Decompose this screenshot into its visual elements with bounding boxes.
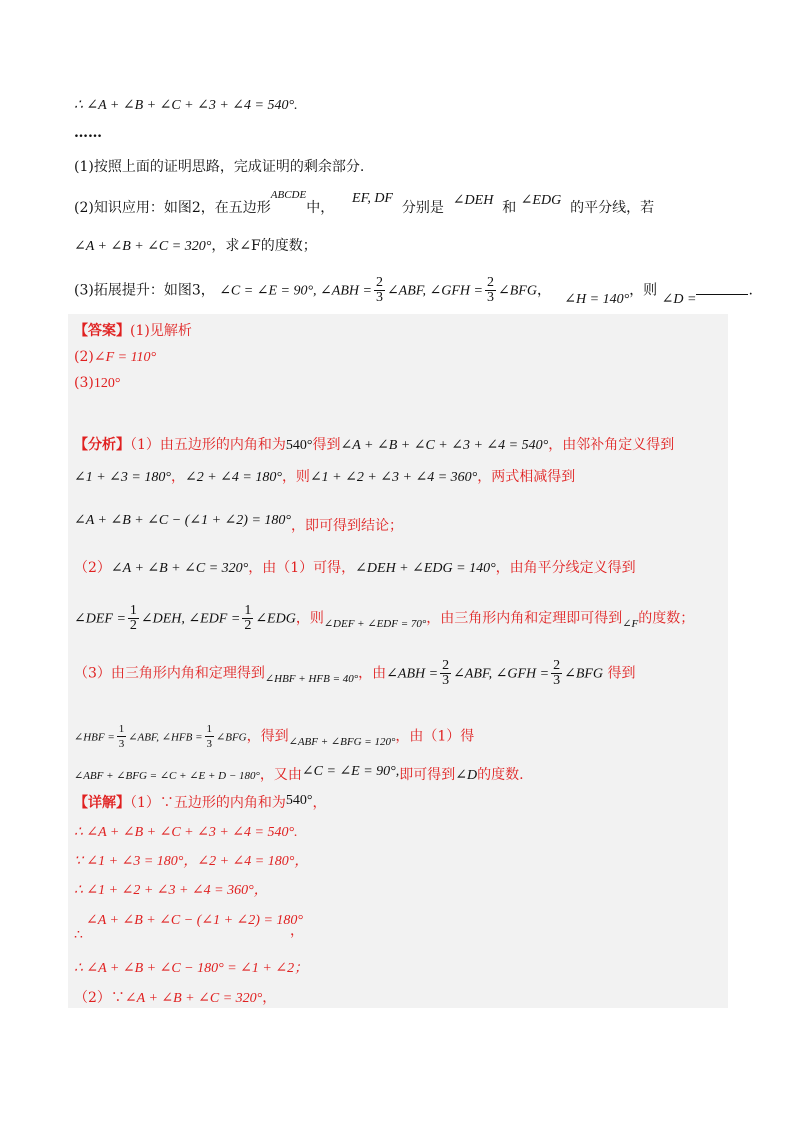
detail-d1-a: （1）∵五边形的内角和为 xyxy=(130,795,286,811)
q2-text-c: 分别是 xyxy=(401,200,444,216)
q3-fraction-2: $\frac{2}{3}$ xyxy=(486,275,494,305)
analysis-l5-fraction-1: $\frac{1}{2}$ xyxy=(129,603,137,633)
analysis-l1-value: 540° xyxy=(285,438,313,453)
analysis-l5-equation: ∠DEF + ∠EDF = 70° xyxy=(323,617,427,630)
q2-text-a: (2)知识应用：如图2，在五边形 xyxy=(74,200,271,216)
q2-condition: ∠A + ∠B + ∠C = 320° xyxy=(74,239,212,254)
analysis-l4-b: ，由（1）可得， xyxy=(248,560,356,576)
question-2-line-2 xyxy=(74,235,317,258)
q2-text-b: 中， xyxy=(306,200,335,216)
q3-then: ，则 xyxy=(629,282,658,299)
analysis-l5-p2: ∠DEH, ∠EDF = xyxy=(140,611,241,627)
analysis-l1-equation: ∠A + ∠B + ∠C + ∠3 + ∠4 = 540° xyxy=(340,438,549,453)
q3-angle-h: ∠H = 140° xyxy=(564,291,630,307)
analysis-l6-a: （3）由三角形内角和定理得到 xyxy=(74,665,265,682)
analysis-l2-b: ，两式相减得到 xyxy=(477,469,576,485)
detail-line-6: ∴ ∠A + ∠B + ∠C − 180° = ∠1 + ∠2； xyxy=(74,961,309,976)
answer-line-1 xyxy=(74,320,192,342)
detail-d5-equation: ∠A + ∠B + ∠C − (∠1 + ∠2) = 180° xyxy=(86,913,303,928)
analysis-l3-equation: ∠A + ∠B + ∠C − (∠1 + ∠2) = 180° xyxy=(74,513,291,528)
detail-d5-symbol: ∴ xyxy=(74,927,83,943)
q3-fraction-1: $\frac{2}{3}$ xyxy=(375,275,383,305)
analysis-l6-fraction-1: $\frac{2}{3}$ xyxy=(442,658,450,688)
q2-text-d: 和 xyxy=(502,200,517,216)
analysis-l7-equation: ∠ABF + ∠BFG = 120° xyxy=(288,735,396,748)
analysis-l6-p2: ∠ABF, ∠GFH = xyxy=(453,666,550,682)
answer-label: 【答案】 xyxy=(74,323,130,339)
analysis-l5-p3: ∠EDG xyxy=(255,611,296,627)
q3-condition-3: ∠BFG xyxy=(497,283,537,299)
therefore-sum-line: ∴ ∠A + ∠B + ∠C + ∠3 + ∠4 = 540°. xyxy=(74,98,298,113)
analysis-line-7 xyxy=(74,722,474,751)
question-2-line-1 xyxy=(74,189,655,220)
analysis-l5-fraction-2: $\frac{1}{2}$ xyxy=(244,603,252,633)
analysis-l2-sep: ， xyxy=(170,469,185,485)
analysis-l7-p1: ∠HBF = xyxy=(74,731,115,744)
analysis-l6-b: ，由 xyxy=(358,665,387,682)
detail-label: 【详解】 xyxy=(74,795,130,811)
detail-line-7 xyxy=(74,987,276,1010)
answer-blank xyxy=(696,282,748,295)
answer-line-2 xyxy=(74,346,156,369)
detail-d7-a: （2）∵ xyxy=(74,990,125,1006)
answer-3-number: (3) xyxy=(74,375,94,391)
question-3 xyxy=(74,276,753,305)
analysis-l6-c: 得到 xyxy=(607,665,636,682)
analysis-l2-eq3: ∠1 + ∠2 + ∠3 + ∠4 = 360° xyxy=(309,470,478,485)
analysis-label: 【分析】 xyxy=(74,437,130,453)
q3-end: . xyxy=(748,282,753,299)
analysis-line-6 xyxy=(74,659,636,688)
detail-d5-comma: ， xyxy=(290,923,304,939)
analysis-l4-eq2: ∠DEH + ∠EDG = 140° xyxy=(355,561,496,576)
answer-2: ∠F = 110° xyxy=(93,350,157,365)
q2-pentagon: ABCDE xyxy=(270,189,307,201)
q3-comma: ， xyxy=(536,282,551,299)
analysis-l6-p3: ∠BFG xyxy=(564,666,604,682)
analysis-l4-c: ，由角平分线定义得到 xyxy=(495,560,636,576)
analysis-l6-fraction-2: $\frac{2}{3}$ xyxy=(553,658,561,688)
answer-2-number: (2) xyxy=(74,349,94,365)
analysis-line-2 xyxy=(74,466,575,489)
analysis-line-8 xyxy=(74,764,524,787)
q2-text-e: 的平分线，若 xyxy=(570,200,655,216)
analysis-l5-p1: ∠DEF = xyxy=(74,611,126,627)
q3-condition-1: ∠C = ∠E = 90°, ∠ABH = xyxy=(219,283,372,299)
ellipsis: …… xyxy=(74,125,102,141)
answer-line-3 xyxy=(74,372,120,395)
analysis-l7-fraction-2: $\frac{1}{3}$ xyxy=(206,723,213,750)
detail-d7-comma: ， xyxy=(262,990,277,1006)
analysis-l7-c: ，由（1）得 xyxy=(395,728,475,745)
analysis-l8-e: 的度数. xyxy=(477,767,524,783)
analysis-l8-eq2: ∠C = ∠E = 90°, xyxy=(301,764,400,779)
q2-ask: ，求∠F的度数； xyxy=(211,238,317,254)
analysis-line-3 xyxy=(74,509,403,532)
analysis-l7-p2: ∠ABF, ∠HFB = xyxy=(128,731,203,744)
q2-angle-edg: ∠EDG xyxy=(520,193,562,208)
analysis-line-1 xyxy=(74,434,674,457)
analysis-l5-b: ，由三角形内角和定理即可得到 xyxy=(426,610,623,627)
analysis-l7-fraction-1: $\frac{1}{3}$ xyxy=(118,723,125,750)
analysis-l3-b: ，即可得到结论； xyxy=(291,518,403,534)
analysis-line-5 xyxy=(74,604,694,633)
q3-angle-d: ∠D = xyxy=(661,291,697,307)
detail-line-3: ∵ ∠1 + ∠3 = 180°，∠2 + ∠4 = 180°， xyxy=(74,854,309,869)
detail-d1-value: 540° xyxy=(285,793,313,808)
detail-line-1 xyxy=(74,792,327,815)
analysis-l4-a: （2） xyxy=(74,560,111,576)
question-1: (1)按照上面的证明思路，完成证明的剩余部分. xyxy=(74,159,365,175)
analysis-l2-then: ，则 xyxy=(281,469,310,485)
analysis-l8-c: 即可得到 xyxy=(399,767,456,783)
analysis-l1-c: ，由邻补角定义得到 xyxy=(548,437,675,453)
answer-1: (1)见解析 xyxy=(130,323,192,339)
analysis-line-4 xyxy=(74,557,636,580)
analysis-l8-equation: ∠ABF + ∠BFG = ∠C + ∠E + D − 180° xyxy=(74,770,260,782)
analysis-l8-b: ，又由 xyxy=(259,767,302,783)
q3-condition-2: ∠ABF, ∠GFH = xyxy=(386,283,483,299)
detail-d1-comma: ， xyxy=(312,795,327,811)
analysis-l5-f: ∠F xyxy=(622,617,639,630)
analysis-l2-eq1: ∠1 + ∠3 = 180° xyxy=(74,470,171,485)
analysis-l5-c: 的度数； xyxy=(638,610,695,627)
analysis-l7-p3: ∠BFG xyxy=(216,731,247,744)
detail-d7-equation: ∠A + ∠B + ∠C = 320° xyxy=(124,991,263,1006)
analysis-l1-a: （1）由五边形的内角和为 xyxy=(130,437,286,453)
q2-angle-deh: ∠DEH xyxy=(452,193,494,208)
analysis-l5-then: ，则 xyxy=(295,610,324,627)
q3-text-a: (3)拓展提升：如图3， xyxy=(74,282,215,299)
analysis-l6-equation: ∠HBF + HFB = 40° xyxy=(264,672,359,685)
detail-line-4: ∴ ∠1 + ∠2 + ∠3 + ∠4 = 360°， xyxy=(74,883,268,898)
analysis-l6-p1: ∠ABH = xyxy=(386,666,439,682)
analysis-l2-eq2: ∠2 + ∠4 = 180° xyxy=(184,470,282,485)
detail-line-2: ∴ ∠A + ∠B + ∠C + ∠3 + ∠4 = 540°. xyxy=(74,825,298,840)
answer-3: 120° xyxy=(93,376,121,391)
q2-lines: EF, DF xyxy=(352,191,393,206)
analysis-l1-b: 得到 xyxy=(312,437,341,453)
analysis-l4-eq1: ∠A + ∠B + ∠C = 320° xyxy=(110,561,249,576)
analysis-l8-d: ∠D xyxy=(455,768,478,783)
analysis-l7-b: ，得到 xyxy=(246,728,289,745)
